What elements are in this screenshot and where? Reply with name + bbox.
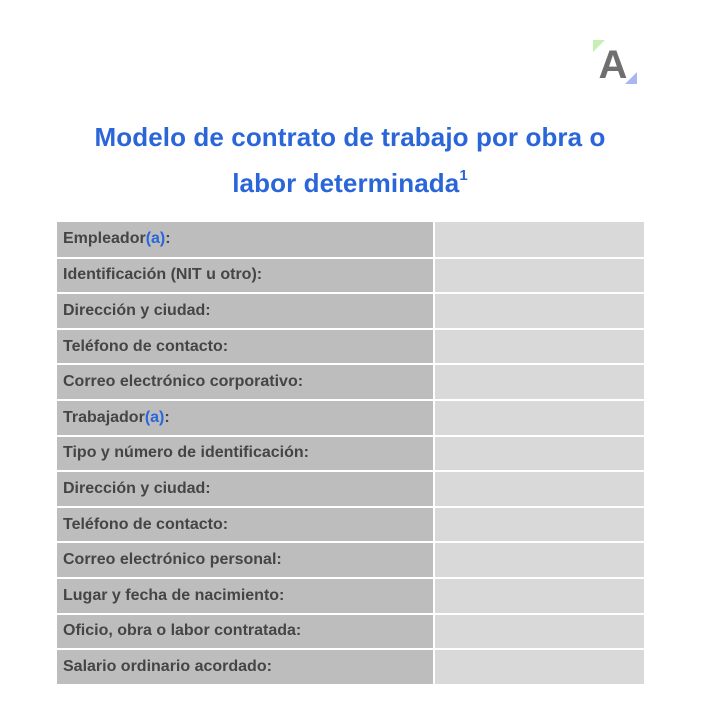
form-row <box>57 293 644 329</box>
form-row <box>57 507 644 543</box>
field-label <box>57 436 434 472</box>
field-label <box>57 364 434 400</box>
title-line-1: Modelo de contrato de trabajo por obra o <box>94 122 606 152</box>
form-row <box>57 258 644 294</box>
field-value[interactable] <box>434 542 644 578</box>
field-label-text: Empleador <box>63 230 146 248</box>
field-label <box>57 329 434 365</box>
form-row <box>57 400 644 436</box>
form-row <box>57 578 644 614</box>
field-label <box>57 400 434 436</box>
field-label <box>57 471 434 507</box>
field-value[interactable] <box>434 400 644 436</box>
field-value[interactable] <box>434 471 644 507</box>
field-label <box>57 542 434 578</box>
form-row <box>57 471 644 507</box>
field-value[interactable] <box>434 364 644 400</box>
form-row <box>57 222 644 258</box>
label-colon: : <box>164 408 170 426</box>
title-line-2 <box>60 160 640 206</box>
footnote-marker: 1 <box>459 167 468 185</box>
field-value[interactable] <box>434 507 644 543</box>
field-value[interactable] <box>434 222 644 258</box>
field-label <box>57 578 434 614</box>
title-line-2-text: labor determinada <box>232 168 460 198</box>
gender-suffix: (a) <box>144 408 165 426</box>
field-label-text: Identificación (NIT u otro): <box>63 266 263 284</box>
field-value[interactable] <box>434 258 644 294</box>
logo-letter: A <box>598 43 628 86</box>
field-label-text: Dirección y ciudad: <box>63 479 211 497</box>
field-label <box>57 507 434 543</box>
form-row <box>57 542 644 578</box>
form-row <box>57 436 644 472</box>
field-label <box>57 222 434 258</box>
field-value[interactable] <box>434 614 644 650</box>
field-label-text: Tipo y número de identificación: <box>63 444 309 462</box>
field-value[interactable] <box>434 436 644 472</box>
field-label-text: Teléfono de contacto: <box>63 337 229 355</box>
label-colon: : <box>165 230 171 248</box>
contract-form-table <box>57 222 644 686</box>
field-label-text: Salario ordinario acordado: <box>63 657 272 675</box>
form-row <box>57 649 644 685</box>
field-value[interactable] <box>434 293 644 329</box>
document-title <box>60 114 640 206</box>
field-label-text: Oficio, obra o labor contratada: <box>63 622 302 640</box>
brand-logo-icon <box>591 38 639 86</box>
field-value[interactable] <box>434 578 644 614</box>
form-row <box>57 364 644 400</box>
field-label-text: Correo electrónico corporativo: <box>63 373 304 391</box>
field-label-text: Dirección y ciudad: <box>63 301 211 319</box>
form-row <box>57 614 644 650</box>
gender-suffix: (a) <box>145 230 166 248</box>
field-label-text: Correo electrónico personal: <box>63 551 282 569</box>
form-row <box>57 329 644 365</box>
field-value[interactable] <box>434 329 644 365</box>
field-label-text: Lugar y fecha de nacimiento: <box>63 586 285 604</box>
field-label-text: Trabajador <box>63 408 145 426</box>
field-label <box>57 649 434 685</box>
field-label <box>57 614 434 650</box>
field-label-text: Teléfono de contacto: <box>63 515 229 533</box>
field-value[interactable] <box>434 649 644 685</box>
field-label <box>57 293 434 329</box>
field-label <box>57 258 434 294</box>
